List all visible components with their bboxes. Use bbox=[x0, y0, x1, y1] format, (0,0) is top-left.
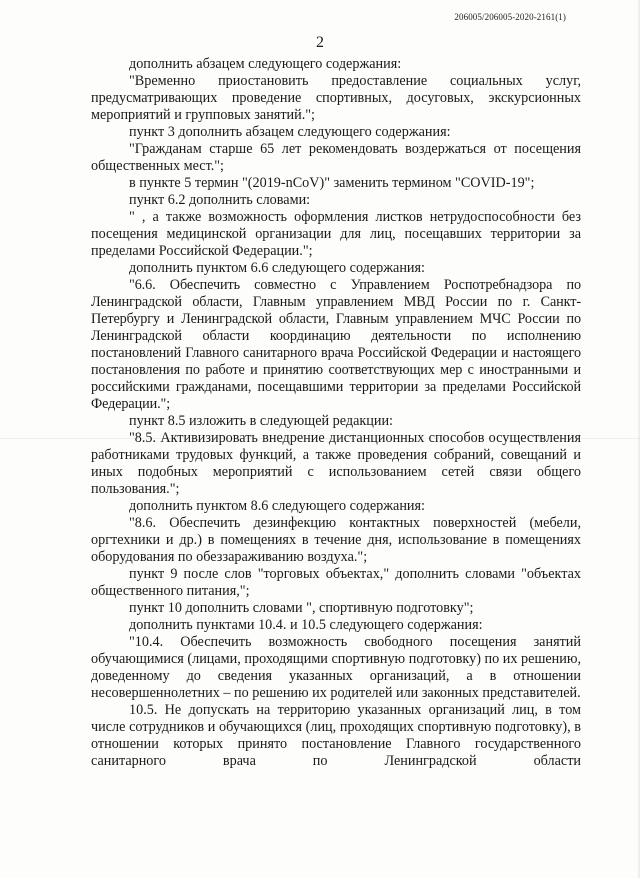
paragraph: "Временно приостановить предоставление социальных услуг, предусматривающих проведение спортивных, досуговых, экскурсионных мероприятий и групповых занятий."; bbox=[91, 73, 581, 123]
paragraph: " , а также возможность оформления листков нетрудоспособности без посещения медицинской организации для лиц, посещавших территории за пределами Российской Федерации."; bbox=[91, 209, 581, 259]
paragraph: пункт 10 дополнить словами ", спортивную подготовку"; bbox=[129, 600, 474, 616]
page-number: 2 bbox=[316, 34, 324, 51]
paragraph: в пункте 5 термин "(2019-nCoV)" заменить термином "COVID-19"; bbox=[129, 175, 535, 191]
paragraph: дополнить абзацем следующего содержания: bbox=[129, 56, 402, 72]
paragraph: дополнить пунктами 10.4. и 10.5 следующего содержания: bbox=[129, 617, 483, 633]
paragraph: "6.6. Обеспечить совместно с Управлением Роспотребнадзора по Ленинградской области, Главным управлением МВД России по г. Санкт-Петербургу и Ленинградской области, Главным управлением МЧС России по Ленинградской области координацию деятельности по исполнению постановлений Главного санитарного врача Российской Федерации и настоящего постановления по работе и принятию соответствующих мер с иностранными и российскими гражданами, посещавшими территории за пределами Российской Федерации."; bbox=[91, 277, 581, 412]
paragraph: пункт 6.2 дополнить словами: bbox=[129, 192, 311, 208]
paragraph: пункт 3 дополнить абзацем следующего содержания: bbox=[129, 124, 451, 140]
paragraph: пункт 8.5 изложить в следующей редакции: bbox=[129, 413, 393, 429]
paragraph: 10.5. Не допускать на территорию указанных организаций лиц, в том числе сотрудников и обучающихся (лиц, проходящих спортивную подготовку), в отношении которых принято постановление Главного государственного санитарного врача по Ленинградской области bbox=[91, 702, 581, 769]
paragraph: пункт 9 после слов "торговых объектах," дополнить словами "объектах общественного питания,"; bbox=[91, 566, 581, 599]
paragraph: "8.5. Активизировать внедрение дистанционных способов осуществления работниками трудовых функций, а также проведения собраний, совещаний и иных подобных мероприятий с использованием сетей связи общего пользования."; bbox=[91, 430, 581, 497]
paragraph: дополнить пунктом 6.6 следующего содержания: bbox=[129, 260, 425, 276]
document-body bbox=[91, 56, 581, 770]
paragraph: "10.4. Обеспечить возможность свободного посещения занятий обучающимися (лицами, проходящими спортивную подготовку) по их решению, доведенному до сведения указанных организаций, а в отношении несовершеннолетних – по решению их родителей или законных представителей. bbox=[91, 634, 581, 701]
paragraph: "Гражданам старше 65 лет рекомендовать воздержаться от посещения общественных мест."; bbox=[91, 141, 581, 174]
paragraph: дополнить пунктом 8.6 следующего содержания: bbox=[129, 498, 425, 514]
document-id: 206005/206005-2020-2161(1) bbox=[454, 12, 566, 22]
paragraph: "8.6. Обеспечить дезинфекцию контактных поверхностей (мебели, оргтехники и др.) в помещениях в течение дня, использование в помещениях оборудования по обеззараживанию воздуха."; bbox=[91, 515, 581, 565]
